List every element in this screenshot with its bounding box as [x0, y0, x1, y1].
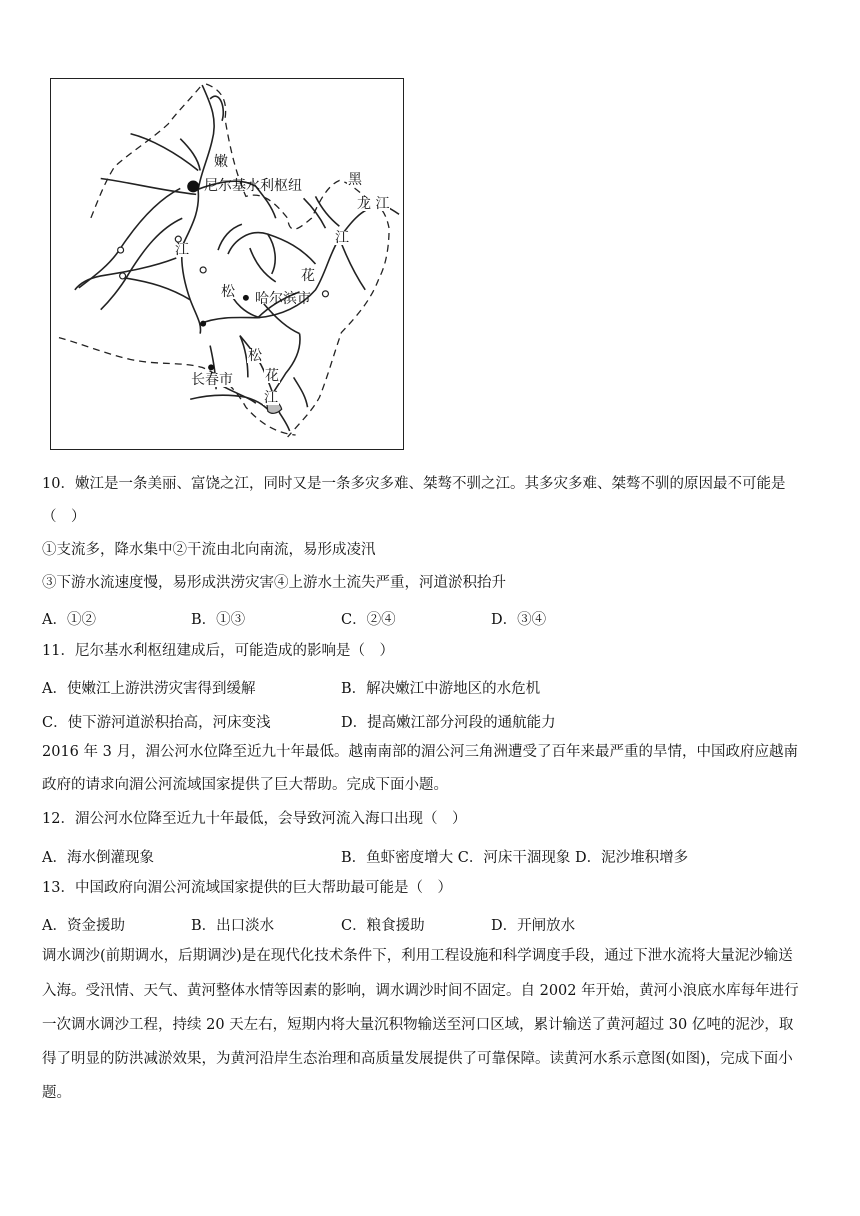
town-point — [118, 247, 124, 253]
town-point — [322, 291, 328, 297]
q10-option-b[interactable]: B．①③ — [191, 612, 246, 628]
changchun-point — [208, 364, 214, 370]
q10-option-c[interactable]: C．②④ — [341, 612, 396, 628]
q11-option-a[interactable]: A．使嫩江上游洪涝灾害得到缓解 — [42, 681, 256, 697]
town-point — [120, 273, 126, 279]
q11-option-c[interactable]: C．使下游河道淤积抬高，河床变浅 — [42, 715, 271, 731]
q10-statement-2: ③下游水流速度慢，易形成洪涝灾害④上游水土流失严重，河道淤积抬升 — [42, 575, 506, 591]
map-label: 江 — [175, 242, 189, 258]
passage2-line: 调水调沙(前期调水，后期调沙)是在现代化技术条件下，利用工程设施和科学调度手段，通过下泄水流将大量泥沙输送 — [42, 948, 793, 964]
map-points — [118, 180, 329, 370]
q13-option-b[interactable]: B．出口淡水 — [191, 918, 275, 934]
map-label: 花 — [301, 268, 315, 284]
q12-option-bcd[interactable]: B．鱼虾密度增大 C．河床干涸现象 D．泥沙堆积增多 — [341, 850, 689, 866]
q10-option-a[interactable]: A．①② — [42, 612, 96, 628]
passage2-line: 得了明显的防洪减淤效果，为黄河沿岸生态治理和高质量发展提供了可靠保障。读黄河水系示意图(如图)，完成下面小 — [42, 1051, 793, 1067]
q13-option-c[interactable]: C．粮食援助 — [341, 918, 425, 934]
passage2-line: 一次调水调沙工程，持续 20 天左右，短期内将大量沉积物输送至河口区域，累计输送了黄河超过 30 亿吨的泥沙，取 — [42, 1017, 794, 1033]
passage2-line: 题。 — [42, 1085, 71, 1101]
passage1-line: 政府的请求向湄公河流域国家提供了巨大帮助。完成下面小题。 — [42, 777, 448, 793]
passage2-line: 入海。受汛情、天气、黄河整体水情等因素的影响，调水调沙时间不固定。自 2002 年开始，黄河小浪底水库每年进行 — [42, 983, 799, 999]
q10-paren: （ ） — [42, 509, 86, 525]
passage1-line: 2016 年 3 月，湄公河水位降至近九十年最低。越南南部的湄公河三角洲遭受了百年来最严重的旱情，中国政府应越南 — [42, 744, 798, 760]
map-label: 长春市 — [191, 372, 233, 388]
q13-stem: 13．中国政府向湄公河流域国家提供的巨大帮助最可能是（ ） — [42, 880, 452, 896]
nierji-point — [187, 180, 199, 192]
q10-option-d[interactable]: D．③④ — [491, 612, 547, 628]
map-label: 龙 江 — [357, 196, 390, 212]
map-label: 花 — [265, 368, 279, 384]
map-label: 哈尔滨市 — [255, 291, 311, 307]
town-point — [200, 267, 206, 273]
q10-statement-1: ①支流多，降水集中②干流由北向南流，易形成凌汛 — [42, 542, 376, 558]
map-label: 尼尔基水利枢纽 — [204, 178, 302, 194]
river-map — [50, 78, 404, 450]
map-label: 嫩 — [214, 154, 228, 170]
map-label: 江 — [335, 230, 349, 246]
q13-option-d[interactable]: D．开闸放水 — [491, 918, 576, 934]
map-label: 松 — [248, 348, 262, 364]
junction-point — [200, 321, 206, 327]
q10-stem: 10．嫩江是一条美丽、富饶之江，同时又是一条多灾多难、桀骜不驯之江。其多灾多难、桀骜不驯的原因最不可能是 — [42, 476, 786, 492]
q11-option-b[interactable]: B．解决嫩江中游地区的水危机 — [341, 681, 541, 697]
q13-option-a[interactable]: A．资金援助 — [42, 918, 125, 934]
map-label: 黑 — [348, 172, 362, 188]
river-lines — [75, 85, 399, 431]
q11-stem: 11．尼尔基水利枢纽建成后，可能造成的影响是（ ） — [42, 643, 394, 659]
q12-stem: 12．湄公河水位降至近九十年最低，会导致河流入海口出现（ ） — [42, 811, 467, 827]
q11-option-d[interactable]: D．提高嫩江部分河段的通航能力 — [341, 715, 556, 731]
map-label: 江 — [264, 390, 278, 406]
q12-option-a[interactable]: A．海水倒灌现象 — [42, 850, 154, 866]
river-map-drawing — [51, 79, 403, 449]
harbin-point — [243, 295, 249, 301]
map-label: 松 — [221, 284, 235, 300]
